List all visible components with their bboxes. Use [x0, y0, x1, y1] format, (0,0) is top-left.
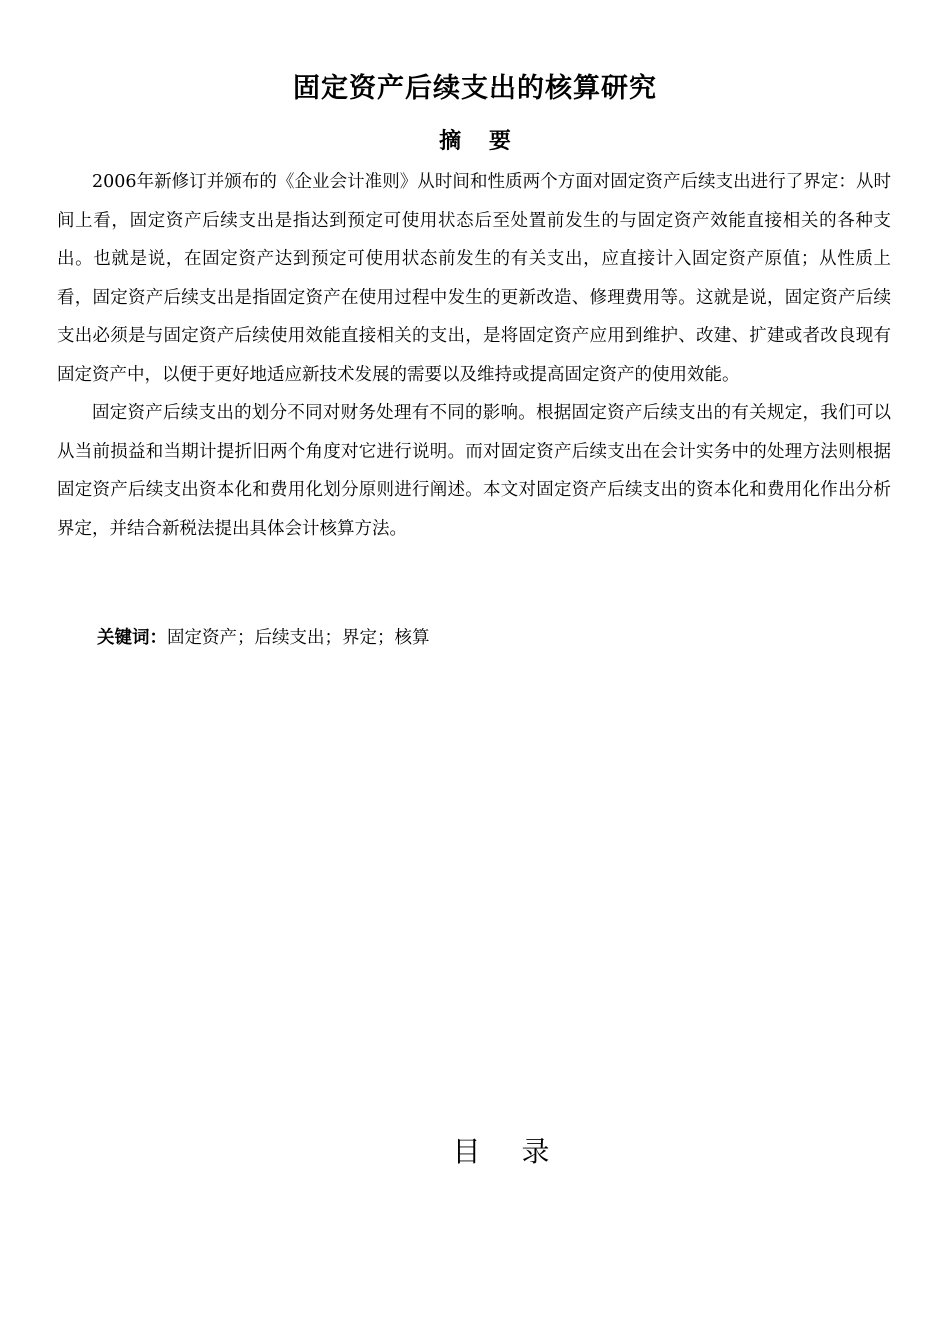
abstract-paragraph-2: 固定资产后续支出的划分不同对财务处理有不同的影响。根据固定资产后续支出的有关规定，我们可以从当前损益和当期计提折旧两个角度对它进行说明。而对固定资产后续支出在会计实务中的处理方法则根据固定资产后续支出资本化和费用化划分原则进行阐述。本文对固定资产后续支出的资本化和费用化作出分析界定，并结合新税法提出具体会计核算方法。 — [57, 403, 891, 539]
keywords-label: 关键词： — [97, 628, 167, 648]
abstract-heading: 摘 要 — [439, 129, 521, 154]
abstract-paragraph-1: 2006年新修订并颁布的《企业会计准则》从时间和性质两个方面对固定资产后续支出进行了界定：从时间上看，固定资产后续支出是指达到预定可使用状态后至处置前发生的与固定资产效能直接相关的各种支出。也就是说，在固定资产达到预定可使用状态前发生的有关支出，应直接计入固定资产原值；从性质上看，固定资产后续支出是指固定资产在使用过程中发生的更新改造、修理费用等。这就是说，固定资产后续支出必须是与固定资产后续使用效能直接相关的支出，是将固定资产应用到维护、改建、扩建或者改良现有固定资产中，以便于更好地适应新技术发展的需要以及维持或提高固定资产的使用效能。 — [57, 172, 891, 385]
abstract-body — [57, 163, 891, 548]
toc-heading: 目 录 — [452, 1135, 566, 1168]
document-title: 固定资产后续支出的核算研究 — [293, 73, 657, 104]
keywords-line — [97, 622, 857, 654]
keywords-list: 固定资产；后续支出；界定；核算 — [167, 628, 430, 648]
